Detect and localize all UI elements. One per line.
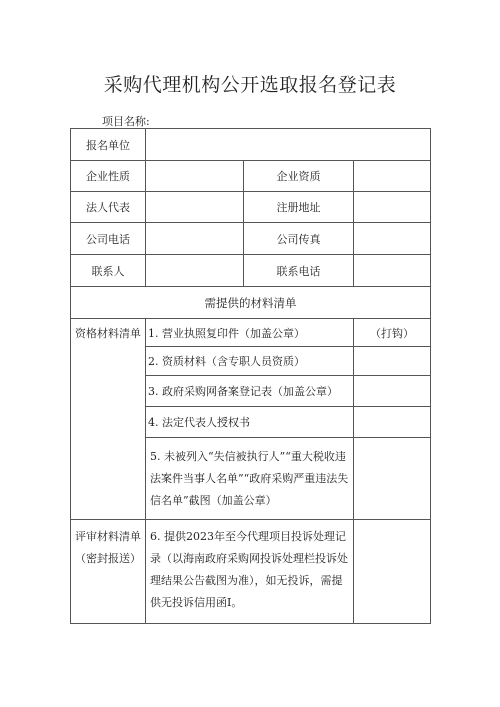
registration-table	[70, 128, 431, 624]
registered-address-label: 注册地址	[244, 192, 354, 223]
qualification-item-5: 5. 未被列入“失信被执行人”“重大税收违法案件当事人名单”“政府采购严重违法失信名单”截图（加盖公章）	[146, 438, 354, 520]
applicant-unit-field[interactable]	[146, 129, 431, 161]
contact-person-label: 联系人	[71, 255, 146, 287]
registered-address-field[interactable]	[354, 192, 431, 223]
enterprise-qualification-field[interactable]	[354, 161, 431, 192]
check-box-5[interactable]	[354, 438, 431, 520]
contact-phone-field[interactable]	[354, 255, 431, 287]
legal-rep-field[interactable]	[146, 192, 244, 223]
qualification-item-2: 2. 资质材料（含专职人员资质）	[146, 347, 354, 376]
enterprise-nature-label: 企业性质	[71, 161, 146, 192]
enterprise-nature-field[interactable]	[146, 161, 244, 192]
company-phone-field[interactable]	[146, 223, 244, 255]
applicant-unit-label: 报名单位	[71, 129, 146, 161]
company-phone-label: 公司电话	[71, 223, 146, 255]
review-section-label: 评审材料清单（密封报送）	[71, 520, 146, 624]
page-title: 采购代理机构公开选取报名登记表	[103, 74, 397, 96]
check-box-2[interactable]	[354, 347, 431, 376]
contact-phone-label: 联系电话	[244, 255, 354, 287]
qualification-section-label: 资格材料清单	[71, 319, 146, 520]
legal-rep-label: 法人代表	[71, 192, 146, 223]
materials-header: 需提供的材料清单	[71, 287, 431, 319]
enterprise-qualification-label: 企业资质	[244, 161, 354, 192]
company-fax-label: 公司传真	[244, 223, 354, 255]
qualification-item-3: 3. 政府采购网备案登记表（加盖公章）	[146, 376, 354, 407]
check-box-4[interactable]	[354, 407, 431, 438]
review-item-6: 6. 提供2023年至今代理项目投诉处理记录（以海南政府采购网投诉处理栏投诉处理结果公告截图为准），如无投诉，需提供无投诉信用函I。	[146, 520, 354, 624]
contact-person-field[interactable]	[146, 255, 244, 287]
project-name-label: 项目名称:	[102, 115, 150, 128]
check-box-3[interactable]	[354, 376, 431, 407]
check-box-6[interactable]	[354, 520, 431, 624]
company-fax-field[interactable]	[354, 223, 431, 255]
qualification-item-4: 4. 法定代表人授权书	[146, 407, 354, 438]
qualification-item-1: 1. 营业执照复印件（加盖公章）	[146, 319, 354, 347]
check-column-header: （打钩）	[354, 319, 431, 347]
